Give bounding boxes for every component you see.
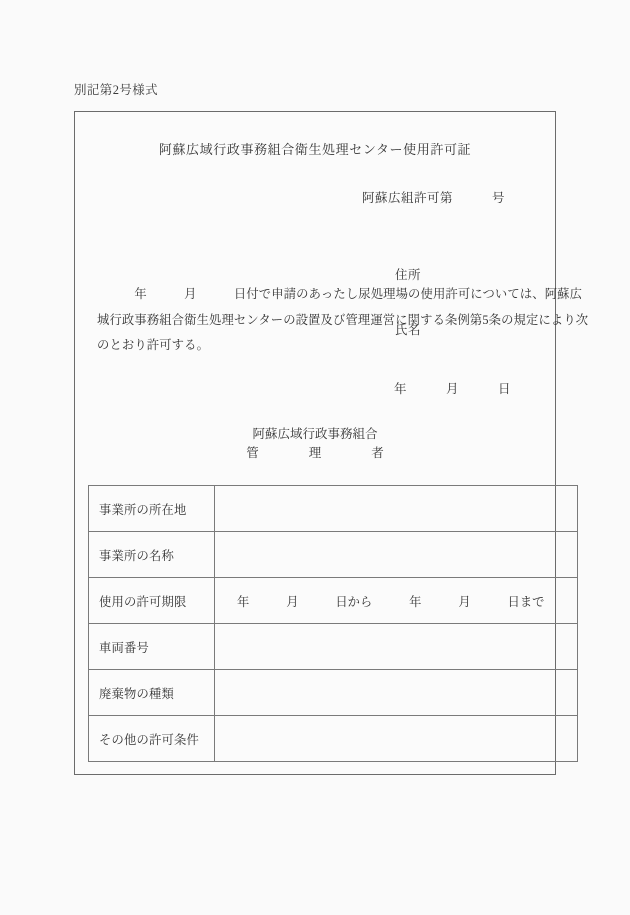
name-label: 氏名 bbox=[395, 322, 422, 337]
row-value-vehicle-number[interactable] bbox=[215, 624, 578, 670]
row-label-business-address: 事業所の所在地 bbox=[89, 486, 215, 532]
body-paragraph bbox=[97, 282, 589, 359]
permit-details-table bbox=[88, 485, 578, 762]
table-row bbox=[89, 624, 578, 670]
row-value-waste-type[interactable] bbox=[215, 670, 578, 716]
table-row bbox=[89, 670, 578, 716]
form-number-label: 別記第2号様式 bbox=[74, 83, 159, 97]
certificate-frame bbox=[74, 111, 589, 775]
row-value-business-address[interactable] bbox=[215, 486, 578, 532]
body-line-3: のとおり許可する。 bbox=[97, 338, 210, 353]
table-row bbox=[89, 486, 578, 532]
row-label-waste-type: 廃棄物の種類 bbox=[89, 670, 215, 716]
body-line-2: 城行政事務組合衛生処理センターの設置及び管理運営に関する条例第5条の規定により次 bbox=[97, 312, 589, 327]
issue-date-line: 年 月 日 bbox=[393, 382, 511, 396]
row-value-permit-period[interactable]: 年 月 日から 年 月 日まで bbox=[215, 578, 578, 624]
issuer-title: 管 理 者 bbox=[246, 445, 384, 460]
row-value-other-conditions[interactable] bbox=[215, 716, 578, 762]
table-row bbox=[89, 578, 578, 624]
page-title: 阿蘇広域行政事務組合衛生処理センター使用許可証 bbox=[158, 142, 472, 157]
issuer-organization: 阿蘇広域行政事務組合 bbox=[252, 427, 378, 441]
row-value-business-name[interactable] bbox=[215, 532, 578, 578]
table-row bbox=[89, 532, 578, 578]
row-label-permit-period: 使用の許可期限 bbox=[89, 578, 215, 624]
row-label-business-name: 事業所の名称 bbox=[89, 532, 215, 578]
address-label: 住所 bbox=[395, 268, 422, 283]
row-label-vehicle-number: 車両番号 bbox=[89, 624, 215, 670]
body-line-1: 年 月 日付で申請のあったし尿処理場の使用許可については、阿蘇広 bbox=[97, 287, 583, 301]
table-row bbox=[89, 716, 578, 762]
issuer-block bbox=[75, 425, 555, 463]
row-label-other-conditions: その他の許可条件 bbox=[89, 716, 215, 762]
certificate-inner bbox=[75, 112, 589, 774]
permit-number-line: 阿蘇広組許可第 号 bbox=[361, 191, 505, 205]
